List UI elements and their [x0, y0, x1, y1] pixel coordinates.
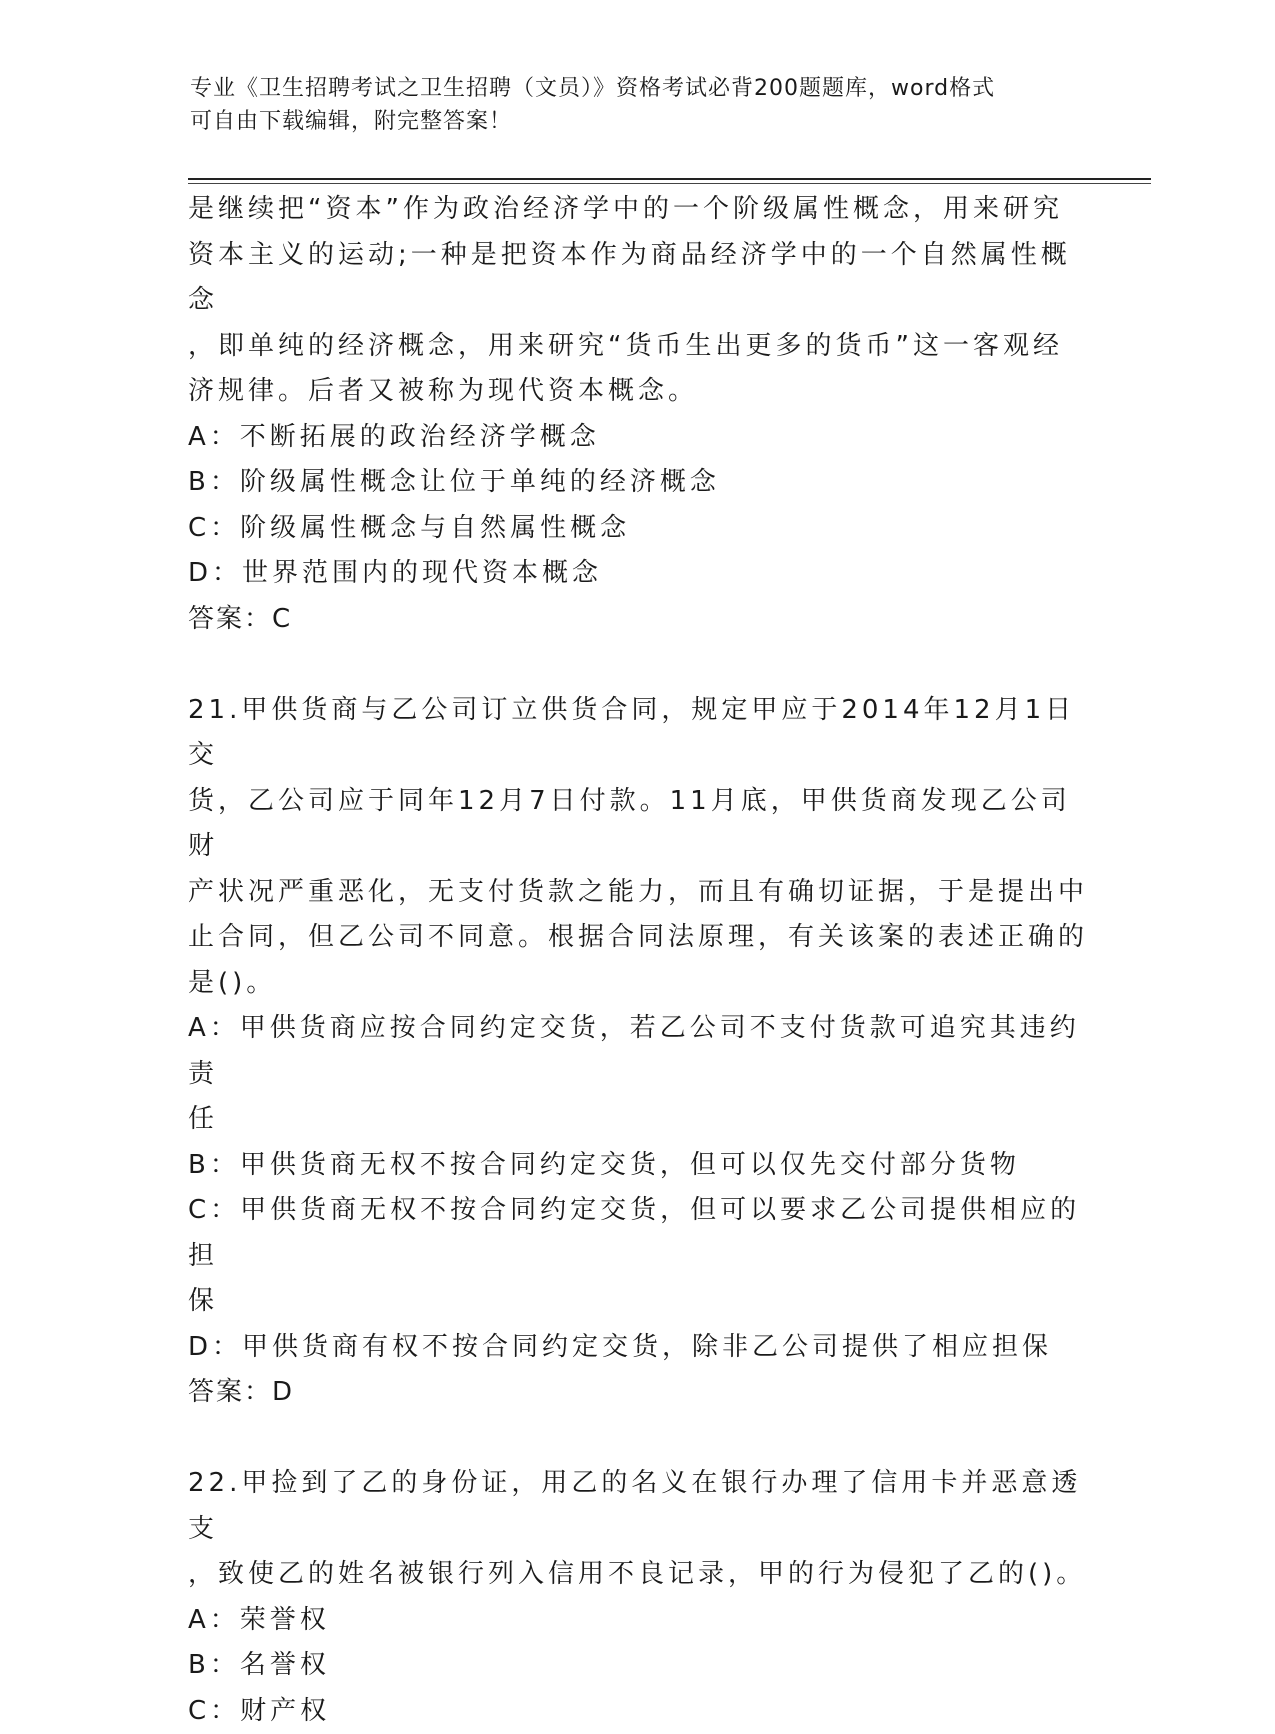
question-20 [188, 187, 1088, 642]
header-rule-thick [188, 178, 1151, 180]
option-a: A：荣誉权 [188, 1598, 1088, 1644]
question-text-line: 止合同，但乙公司不同意。根据合同法原理，有关该案的表述正确的 [188, 915, 1088, 961]
option-c: C：甲供货商无权不按合同约定交货，但可以要求乙公司提供相应的担 [188, 1188, 1088, 1279]
option-b: B：名誉权 [188, 1643, 1088, 1689]
question-21 [188, 688, 1088, 1416]
question-text-line: 是()。 [188, 961, 1088, 1007]
option-d: D：甲供货商有权不按合同约定交货，除非乙公司提供了相应担保 [188, 1325, 1088, 1371]
spacer [188, 642, 1088, 688]
question-text-line: 资本主义的运动;一种是把资本作为商品经济学中的一个自然属性概念 [188, 233, 1088, 324]
question-text-line: 22.甲捡到了乙的身份证，用乙的名义在银行办理了信用卡并恶意透支 [188, 1461, 1088, 1552]
option-b: B：甲供货商无权不按合同约定交货，但可以仅先交付部分货物 [188, 1143, 1088, 1189]
header-line-1: 专业《卫生招聘考试之卫生招聘（文员）》资格考试必背200题题库，word格式 [190, 72, 1070, 105]
answer: 答案：D [188, 1370, 1088, 1416]
document-body [188, 187, 1088, 1734]
document-header [190, 72, 1070, 138]
header-rule-thin [188, 183, 1151, 184]
header-line-2: 可自由下载编辑，附完整答案！ [190, 105, 1070, 138]
question-text-line: ，即单纯的经济概念，用来研究“货币生出更多的货币”这一客观经 [188, 324, 1088, 370]
option-c: C：财产权 [188, 1689, 1088, 1734]
question-22 [188, 1461, 1088, 1734]
option-c-cont: 保 [188, 1279, 1088, 1325]
option-a: A：甲供货商应按合同约定交货，若乙公司不支付货款可追究其违约责 [188, 1006, 1088, 1097]
question-text-line: 是继续把“资本”作为政治经济学中的一个阶级属性概念，用来研究 [188, 187, 1088, 233]
question-text-line: 21.甲供货商与乙公司订立供货合同，规定甲应于2014年12月1日交 [188, 688, 1088, 779]
question-text-line: 产状况严重恶化，无支付货款之能力，而且有确切证据，于是提出中 [188, 870, 1088, 916]
question-text-line: ，致使乙的姓名被银行列入信用不良记录，甲的行为侵犯了乙的()。 [188, 1552, 1088, 1598]
option-d: D：世界范围内的现代资本概念 [188, 551, 1088, 597]
question-text-line: 济规律。后者又被称为现代资本概念。 [188, 369, 1088, 415]
spacer [188, 1416, 1088, 1462]
option-a: A：不断拓展的政治经济学概念 [188, 415, 1088, 461]
option-b: B：阶级属性概念让位于单纯的经济概念 [188, 460, 1088, 506]
option-c: C：阶级属性概念与自然属性概念 [188, 506, 1088, 552]
question-text-line: 货，乙公司应于同年12月7日付款。11月底，甲供货商发现乙公司财 [188, 779, 1088, 870]
answer: 答案：C [188, 597, 1088, 643]
option-a-cont: 任 [188, 1097, 1088, 1143]
